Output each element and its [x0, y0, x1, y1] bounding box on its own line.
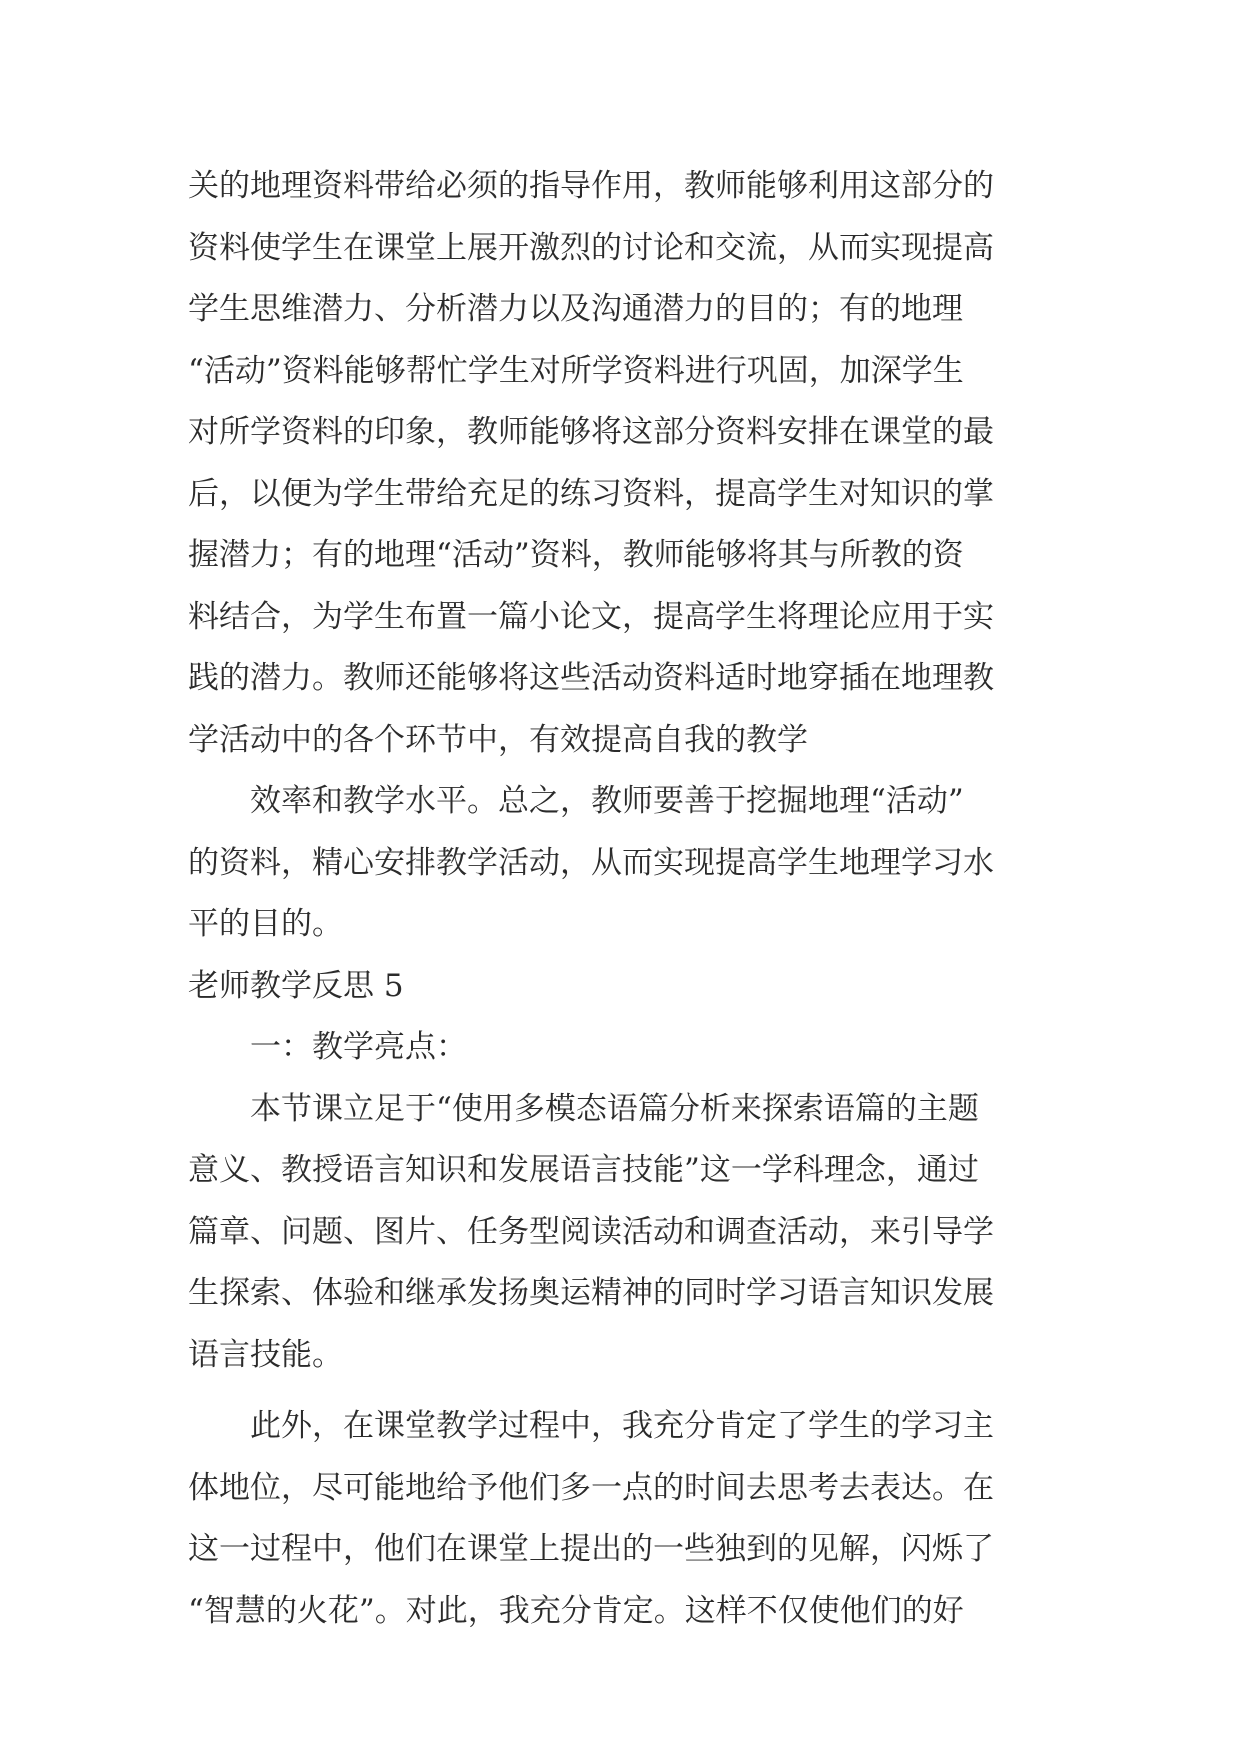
text-line: 生探索、体验和继承发扬奥运精神的同时学习语言知识发展 — [188, 1275, 994, 1311]
text-line: “活动”资料能够帮忙学生对所学资料进行巩固，加深学生 — [188, 352, 964, 389]
text-line: 后，以便为学生带给充足的练习资料，提高学生对知识的掌 — [188, 475, 994, 512]
text-line: 学活动中的各个环节中，有效提高自我的教学 — [188, 721, 808, 758]
text-line: 本节课立足于“使用多模态语篇分析来探索语篇的主题 — [188, 1090, 979, 1127]
text-line: 资料使学生在课堂上展开激烈的讨论和交流，从而实现提高 — [188, 229, 994, 266]
paragraph-gap — [188, 1386, 1068, 1396]
text-line: 此外，在课堂教学过程中，我充分肯定了学生的学习主 — [188, 1408, 994, 1444]
text-line: 学生思维潜力、分析潜力以及沟通潜力的目的；有的地理 — [188, 291, 963, 327]
text-line: 效率和教学水平。总之，教师要善于挖掘地理“活动” — [188, 783, 964, 819]
text-line: 意义、教授语言知识和发展语言技能”这一学科理念，通过 — [188, 1152, 979, 1188]
text-line: “智慧的火花”。对此，我充分肯定。这样不仅使他们的好 — [188, 1592, 964, 1629]
text-line: 握潜力；有的地理“活动”资料，教师能够将其与所教的资 — [188, 537, 964, 573]
text-line: 平的目的。 — [188, 906, 343, 942]
text-line: 关的地理资料带给必须的指导作用，教师能够利用这部分的 — [188, 168, 994, 204]
text-line: 体地位，尽可能地给予他们多一点的时间去思考去表达。在 — [188, 1469, 994, 1506]
subheading: 一：教学亮点： — [188, 1029, 467, 1065]
text-line: 料结合，为学生布置一篇小论文，提高学生将理论应用于实 — [188, 598, 994, 635]
section-heading: 老师教学反思 5 — [188, 967, 404, 1004]
text-line: 这一过程中，他们在课堂上提出的一些独到的见解，闪烁了 — [188, 1531, 994, 1567]
text-line: 对所学资料的印象，教师能够将这部分资料安排在课堂的最 — [188, 414, 994, 450]
text-line: 践的潜力。教师还能够将这些活动资料适时地穿插在地理教 — [188, 660, 994, 696]
text-line: 语言技能。 — [188, 1336, 343, 1373]
document-body — [188, 156, 1068, 1642]
text-line: 的资料，精心安排教学活动，从而实现提高学生地理学习水 — [188, 844, 994, 881]
text-line: 篇章、问题、图片、任务型阅读活动和调查活动，来引导学 — [188, 1213, 994, 1250]
